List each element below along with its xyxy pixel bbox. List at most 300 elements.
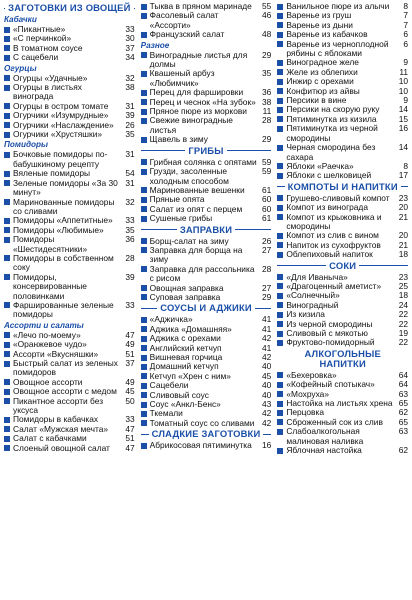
index-entry[interactable] (277, 124, 408, 143)
bullet-square-icon (4, 103, 10, 109)
entry-title: Пряное пюре из моркови (149, 106, 247, 117)
entry-title: Помидоры «Любимые» (13, 224, 104, 235)
header-rule (277, 186, 284, 187)
entry-page-number: 35 (262, 68, 272, 79)
entry-page-number: 29 (262, 49, 272, 60)
entry-page-number: 49 (125, 376, 135, 387)
entry-page-number: 21 (398, 211, 409, 222)
entry-page-number: 65 (398, 416, 409, 427)
entry-title: Желе из облепихи (286, 66, 358, 77)
entry-page-number: 37 (125, 358, 135, 368)
header-rule (277, 265, 326, 266)
entry-page-number: 47 (125, 442, 135, 453)
bullet-square-icon (277, 401, 283, 407)
entry-page-number: 10 (398, 76, 409, 87)
entry-page-number: 32 (125, 72, 135, 83)
entry-page-number: 62 (398, 407, 409, 418)
bullet-square-icon (141, 285, 147, 291)
entry-page-number: 21 (398, 239, 409, 250)
entry-title: Фаршированные зеленые помидоры (13, 299, 114, 320)
entry-page-number: 36 (125, 234, 135, 245)
index-entry[interactable] (141, 11, 272, 30)
section-title: ЗАГОТОВКИ ИЗ ОВОЩЕЙ (8, 2, 131, 13)
index-entry[interactable] (4, 359, 135, 378)
bullet-square-icon (4, 218, 10, 224)
entry-page-number: 55 (262, 2, 272, 11)
section-header (141, 146, 272, 156)
section-title: АЛКОГОЛЬНЫЕ НАПИТКИ (304, 347, 381, 369)
entry-page-number: 22 (398, 309, 409, 320)
index-entry[interactable] (277, 446, 408, 455)
bullet-square-icon (277, 98, 283, 104)
subsection-title: Кабачки (4, 15, 37, 24)
index-entry[interactable] (277, 171, 408, 180)
entry-title: Инжир с орехами (286, 76, 354, 87)
bullet-square-icon (277, 107, 283, 113)
subsection-title: Огурцы (4, 63, 37, 73)
bullet-square-icon (277, 252, 283, 258)
entry-title: Грузди, засоленные холодным способом (149, 166, 229, 186)
entry-title: Виноградные листья для долмы (149, 49, 248, 70)
entry-title: Быстрый салат из зеленых помидоров (13, 358, 118, 378)
entry-title: Салат с кабачками (13, 433, 87, 444)
entry-page-number: 30 (125, 33, 135, 44)
index-entry[interactable] (141, 419, 272, 428)
entry-page-number: 60 (262, 194, 272, 205)
entry-title: Свежие виноградные листья (149, 115, 233, 135)
entry-title: Помидоры, консервированные половинками (13, 271, 87, 301)
entry-title: Перец и чеснок «На зубок» (149, 96, 256, 107)
bullet-square-icon (277, 419, 283, 425)
index-entry[interactable] (4, 444, 135, 453)
entry-page-number: 9 (403, 57, 409, 68)
bullet-square-icon (141, 118, 147, 124)
entry-title: Вяленые помидоры (13, 168, 91, 179)
bullet-square-icon (277, 163, 283, 169)
index-entry[interactable] (141, 214, 272, 223)
bullet-square-icon (277, 116, 283, 122)
entry-title: Грушево-сливовый компот (286, 192, 390, 203)
section-title: СОКИ (329, 259, 357, 271)
entry-page-number: 65 (398, 398, 409, 409)
entry-page-number: 18 (398, 249, 409, 260)
bullet-square-icon (141, 238, 147, 244)
entry-page-number: 61 (262, 184, 272, 195)
entry-title: Огурчики «Изумрудные» (13, 110, 109, 121)
entry-title: Сброженный сок из слив (286, 416, 383, 427)
subsection-title: Помидоры (4, 140, 49, 150)
bullet-square-icon (4, 274, 10, 280)
bullet-square-icon (277, 391, 283, 397)
entry-title: Маринованные помидоры со сливами (13, 196, 115, 216)
entry-page-number: 64 (398, 379, 409, 390)
entry-page-number: 7 (403, 10, 409, 21)
index-entry[interactable] (4, 198, 135, 217)
entry-title: Персики на скорую руку (286, 104, 380, 115)
entry-page-number: 23 (398, 192, 409, 203)
entry-page-number: 64 (398, 369, 409, 380)
entry-page-number: 14 (398, 142, 409, 153)
entry-title: Варенье из дыни (286, 19, 353, 30)
index-entry[interactable] (4, 235, 135, 254)
entry-page-number: 35 (125, 224, 135, 235)
bullet-square-icon (4, 255, 10, 261)
entry-title: «Лечо по-моему» (13, 329, 81, 340)
bullet-square-icon (4, 199, 10, 205)
bullet-square-icon (141, 402, 147, 408)
entry-page-number: 35 (125, 129, 135, 140)
entry-page-number: 41 (262, 342, 272, 353)
entry-title: Пряные опята (149, 194, 205, 205)
index-entry[interactable] (141, 51, 272, 70)
entry-title: Домашний кетчуп (149, 361, 219, 372)
entry-title: «Аджичка» (149, 314, 193, 325)
entry-page-number: 24 (398, 299, 409, 310)
entry-title: Компот из винограда (286, 202, 368, 213)
entry-title: Из черной смородины (286, 318, 373, 329)
entry-title: Помидоры «Аппетитные» (13, 215, 113, 226)
entry-title: Яблочная настойка (286, 445, 362, 456)
entry-title: Сливовый с мякотью (286, 328, 368, 338)
entry-title: Вишневая горчица (149, 352, 223, 362)
entry-title: Облепиховый напиток (286, 249, 373, 260)
bullet-square-icon (4, 417, 10, 423)
entry-title: Маринованные вешенки (149, 184, 245, 195)
entry-page-number: 45 (262, 370, 272, 381)
entry-page-number: 18 (398, 290, 409, 301)
entry-page-number: 11 (399, 66, 409, 77)
header-rule (141, 150, 186, 151)
entry-page-number: 33 (125, 299, 135, 310)
entry-title: Сливовый соус (149, 389, 209, 400)
bullet-square-icon (4, 436, 10, 442)
entry-page-number: 51 (125, 348, 135, 359)
entry-page-number: 23 (398, 271, 409, 282)
entry-page-number: 42 (262, 417, 272, 428)
bullet-square-icon (4, 171, 10, 177)
bullet-square-icon (277, 79, 283, 85)
entry-page-number: 31 (125, 149, 135, 160)
bullet-square-icon (4, 180, 10, 186)
index-entry[interactable] (277, 427, 408, 446)
entry-title: Заправка для борща на зиму (149, 244, 243, 265)
bullet-square-icon (277, 145, 283, 151)
entry-page-number: 40 (262, 361, 272, 372)
bullet-square-icon (277, 293, 283, 299)
index-entry[interactable] (141, 441, 272, 450)
bullet-square-icon (141, 187, 147, 193)
bullet-square-icon (4, 113, 10, 119)
entry-title: Аджика «Домашняя» (149, 323, 232, 334)
entry-page-number: 10 (398, 85, 409, 96)
bullet-square-icon (4, 351, 10, 357)
entry-page-number: 60 (262, 203, 272, 214)
entry-page-number: 16 (398, 123, 409, 134)
index-entry[interactable] (4, 397, 135, 416)
entry-title: Слабоалкогольная малиновая наливка (286, 426, 364, 446)
bullet-square-icon (141, 345, 147, 351)
bullet-square-icon (4, 122, 10, 128)
index-entry[interactable] (4, 53, 135, 62)
index-entry[interactable] (141, 69, 272, 88)
entry-page-number: 31 (125, 177, 135, 188)
bullet-square-icon (141, 266, 147, 272)
bullet-square-icon (141, 90, 147, 96)
entry-title: «Пикантные» (13, 24, 66, 34)
bullet-square-icon (141, 216, 147, 222)
bullet-square-icon (141, 392, 147, 398)
bullet-square-icon (277, 448, 283, 454)
entry-title: Варенье из черноплодной рябины с яблоками (286, 38, 389, 59)
entry-page-number: 26 (125, 119, 135, 130)
entry-page-number: 22 (398, 337, 409, 348)
entry-page-number: 16 (262, 440, 272, 451)
index-entry[interactable] (141, 116, 272, 135)
entry-title: Английский кетчуп (149, 342, 222, 353)
entry-title: Зеленые помидоры «За 30 минут» (13, 177, 118, 198)
bullet-square-icon (141, 159, 147, 165)
bullet-square-icon (141, 364, 147, 370)
entry-title: Пикантное ассорти без уксуса (13, 395, 104, 416)
bullet-square-icon (277, 382, 283, 388)
index-column-1 (4, 2, 135, 600)
index-entry[interactable] (4, 130, 135, 139)
entry-page-number: 36 (262, 87, 272, 98)
index-entry[interactable] (277, 338, 408, 347)
bullet-square-icon (141, 4, 147, 10)
entry-page-number: 41 (262, 314, 272, 325)
bullet-square-icon (141, 32, 147, 38)
header-rule (401, 186, 408, 187)
bullet-square-icon (4, 27, 10, 33)
bullet-square-icon (141, 336, 147, 342)
bullet-square-icon (277, 340, 283, 346)
index-column-3 (277, 2, 408, 600)
entry-title: «Мохруха» (286, 388, 329, 399)
entry-page-number: 61 (262, 213, 272, 224)
entry-title: Борщ-салат на зиму (149, 235, 229, 246)
bullet-square-icon (277, 274, 283, 280)
bullet-square-icon (277, 302, 283, 308)
entry-page-number: 20 (398, 202, 409, 213)
entry-title: Тыква в пряном маринаде (149, 2, 252, 11)
entry-page-number: 33 (125, 215, 135, 226)
subsection-title: Ассорти и салаты (4, 320, 84, 330)
bullet-square-icon (277, 32, 283, 38)
bullet-square-icon (277, 195, 283, 201)
entry-page-number: 11 (262, 106, 272, 117)
entry-page-number: 33 (125, 24, 135, 34)
section-header (141, 429, 272, 439)
bullet-square-icon (141, 443, 147, 449)
entry-page-number: 40 (262, 389, 272, 400)
entry-page-number: 39 (125, 271, 135, 282)
bullet-square-icon (277, 429, 283, 435)
bullet-square-icon (4, 445, 10, 451)
entry-page-number: 47 (125, 423, 135, 434)
entry-page-number: 47 (125, 329, 135, 340)
entry-page-number: 22 (398, 318, 409, 329)
entry-page-number: 33 (125, 414, 135, 425)
bullet-square-icon (141, 99, 147, 105)
index-entry[interactable] (277, 250, 408, 259)
entry-title: Из кизила (286, 309, 325, 320)
entry-page-number: 39 (125, 110, 135, 121)
entry-title: Помидоры «Шестидесятники» (13, 234, 88, 254)
bullet-square-icon (277, 69, 283, 75)
bullet-square-icon (4, 55, 10, 61)
header-rule (359, 265, 408, 266)
bullet-square-icon (277, 233, 283, 239)
bullet-square-icon (141, 355, 147, 361)
index-entry[interactable] (141, 293, 272, 302)
entry-title: Бочковые помидоры по-бабушкиному рецепту (13, 149, 108, 169)
entry-title: Французский салат (149, 29, 225, 40)
bullet-square-icon (277, 41, 283, 47)
header-rule (255, 308, 272, 309)
bullet-square-icon (4, 227, 10, 233)
bullet-square-icon (4, 45, 10, 51)
bullet-square-icon (141, 71, 147, 77)
bullet-square-icon (277, 321, 283, 327)
entry-page-number: 48 (262, 29, 272, 40)
entry-page-number: 40 (262, 380, 272, 391)
entry-title: Перцовка (286, 407, 324, 418)
entry-page-number: 8 (403, 160, 409, 171)
index-entry[interactable] (4, 150, 135, 169)
entry-page-number: 17 (398, 170, 409, 181)
entry-title: Компот из слив с вином (286, 230, 379, 241)
index-entry[interactable] (4, 273, 135, 301)
bullet-square-icon (141, 197, 147, 203)
index-entry[interactable] (141, 265, 272, 284)
bullet-square-icon (141, 373, 147, 379)
index-entry[interactable] (4, 301, 135, 320)
entry-title: Персики в вине (286, 95, 347, 106)
entry-title: Настойка на листьях хрена (286, 398, 393, 409)
section-title: СЛАДКИЕ ЗАГОТОВКИ (151, 428, 261, 440)
entry-page-number: 41 (262, 323, 272, 334)
bullet-square-icon (4, 398, 10, 404)
bullet-square-icon (141, 247, 147, 253)
index-entry[interactable] (277, 213, 408, 232)
bullet-square-icon (4, 342, 10, 348)
entry-title: Кетчуп «Хрен с ним» (149, 370, 231, 381)
entry-page-number: 38 (125, 82, 135, 93)
entry-title: Аджика с орехами (149, 333, 221, 344)
entry-title: «Для Иваныча» (286, 271, 348, 282)
entry-title: Сацебели (149, 380, 189, 391)
bullet-square-icon (277, 214, 283, 220)
entry-page-number: 54 (125, 168, 135, 179)
entry-title: «С перчинкой» (13, 33, 72, 44)
entry-title: Грибная солянка с опятами (149, 156, 257, 167)
bullet-square-icon (141, 137, 147, 143)
bullet-square-icon (277, 13, 283, 19)
bullet-square-icon (4, 85, 10, 91)
index-entry[interactable] (277, 143, 408, 162)
entry-title: Пятиминутка из черной смородины (286, 123, 378, 143)
bullet-square-icon (141, 317, 147, 323)
index-entry[interactable] (4, 254, 135, 273)
entry-page-number: 29 (262, 134, 272, 145)
header-rule (235, 229, 271, 230)
entry-page-number: 49 (125, 339, 135, 350)
entry-title: «Драгоценный аметист» (286, 280, 382, 291)
section-title: ЗАПРАВКИ (179, 223, 233, 235)
section-header (141, 303, 272, 313)
entry-title: Овощное ассорти с медом (13, 386, 117, 397)
index-entry[interactable] (4, 179, 135, 198)
bullet-square-icon (4, 36, 10, 42)
bullet-square-icon (277, 60, 283, 66)
entry-title: Щавель в зиму (149, 134, 208, 145)
index-entry[interactable] (141, 246, 272, 265)
entry-title: Томатный соус со сливами (149, 417, 255, 428)
entry-page-number: 51 (125, 433, 135, 444)
entry-title: Напиток из сухофруктов (286, 239, 381, 250)
bullet-square-icon (4, 302, 10, 308)
bullet-square-icon (4, 361, 10, 367)
entry-title: «Кофейный спотыкач» (286, 379, 375, 390)
entry-page-number: 26 (262, 235, 272, 246)
bullet-square-icon (277, 22, 283, 28)
entry-title: В томатном соусе (13, 42, 83, 53)
entry-title: Черная смородина без сахара (286, 142, 376, 162)
bullet-square-icon (277, 173, 283, 179)
entry-title: Овощная заправка (149, 282, 224, 293)
entry-title: Овощное ассорти (13, 376, 83, 387)
index-entry[interactable] (4, 83, 135, 102)
entry-title: Абрикосовая пятиминутка (149, 440, 252, 451)
entry-title: Суповая заправка (149, 291, 221, 302)
entry-title: Помидоры в кабачках (13, 414, 99, 425)
entry-title: Перец для фаршировки (149, 87, 244, 98)
header-rule (141, 229, 177, 230)
entry-page-number: 27 (262, 244, 272, 255)
entry-title: Сушеные грибы (149, 213, 213, 224)
bullet-square-icon (277, 331, 283, 337)
index-entry[interactable] (277, 40, 408, 59)
entry-title: Соус «Анкл-Бенс» (149, 399, 221, 410)
entry-page-number: 63 (398, 388, 409, 399)
entry-page-number: 42 (262, 352, 272, 362)
entry-title: Огурчики «Наслаждение» (13, 119, 114, 130)
entry-page-number: 19 (398, 328, 409, 338)
section-title: ГРИБЫ (188, 144, 224, 156)
entry-title: Огурцы в листьях винограда (13, 82, 82, 102)
index-entry[interactable] (141, 167, 272, 186)
section-header (4, 3, 135, 13)
section-title: КОМПОТЫ И НАПИТКИ (287, 180, 398, 192)
entry-title: Виноградное желе (286, 57, 359, 68)
index-entry[interactable] (141, 135, 272, 144)
index-entry[interactable] (141, 30, 272, 39)
entry-page-number: 37 (125, 42, 135, 53)
entry-title: Фруктово-помидорный (286, 337, 375, 348)
entry-title: Конфитюр из айвы (286, 85, 360, 96)
entry-title: Яблоки с шелковицей (286, 170, 372, 181)
entry-title: Варенье из груш (286, 10, 352, 21)
entry-page-number: 34 (125, 52, 135, 63)
entry-page-number: 29 (262, 291, 272, 302)
entry-page-number: 6 (403, 38, 409, 49)
entry-page-number: 62 (398, 445, 409, 456)
section-header (277, 261, 408, 271)
header-rule (141, 308, 158, 309)
entry-page-number: 31 (125, 100, 135, 111)
bullet-square-icon (141, 109, 147, 115)
